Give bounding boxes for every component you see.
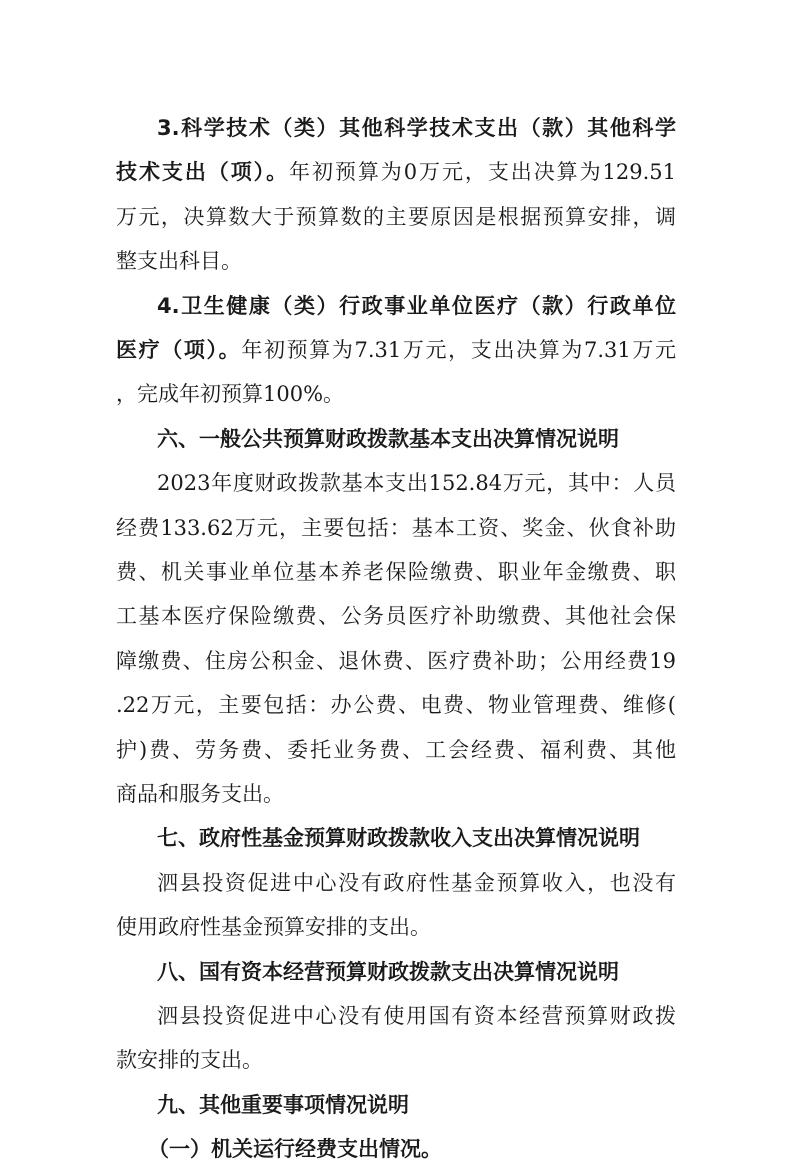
sec7-line2: 使用政府性基金预算安排的支出。 [116,915,431,940]
sec6-line6: .22万元，主要包括：办公费、电费、物业管理费、维修( [116,693,676,718]
sec3-line4: 整支出科目。 [116,249,242,274]
sec3-line3: 万元，决算数大于预算数的主要原因是根据预算安排，调 [116,204,676,229]
sec4-title-line2: 医疗（项）。 [116,338,242,362]
sec3-title-line2: 技术支出（项）。 [116,160,290,185]
sec6-line8: 商品和服务支出。 [116,782,284,806]
sec6-line4: 工基本医疗保险缴费、公务员医疗补助缴费、其他社会保 [116,604,676,629]
sec6-line3: 费、机关事业单位基本养老保险缴费、职业年金缴费、职 [116,560,676,584]
sec3-line2 [116,157,676,187]
sec4-line2 [116,335,676,365]
sec9-sub1: （一）机关运行经费支出情况。 [148,1137,442,1162]
sec7-heading: 七、政府性基金预算财政拨款收入支出决算情况说明 [157,826,640,851]
sec8-line2: 款安排的支出。 [116,1048,263,1073]
sec4-line3: ，完成年初预算100%。 [116,382,345,407]
sec3-text-line2: 年初预算为0万元，支出决算为129.51 [289,160,676,185]
sec6-heading: 六、一般公共预算财政拨款基本支出决算情况说明 [157,426,619,451]
sec6-line1: 2023年度财政拨款基本支出152.84万元，其中：人员 [157,471,676,496]
sec8-heading: 八、国有资本经营预算财政拨款支出决算情况说明 [157,959,619,984]
sec4-title-line1: 4.卫生健康（类）行政事业单位医疗（款）行政单位 [157,293,676,318]
sec9-heading: 九、其他重要事项情况说明 [157,1092,409,1117]
sec6-line2: 经费133.62万元，主要包括：基本工资、奖金、伙食补助 [116,515,676,540]
sec4-text-line2: 年初预算为7.31万元，支出决算为7.31万元 [241,338,677,362]
sec8-line1: 泗县投资促进中心没有使用国有资本经营预算财政拨 [157,1004,676,1028]
sec6-line5: 障缴费、住房公积金、退休费、医疗费补助；公用经费19 [116,648,676,673]
sec6-line7: 护)费、劳务费、委托业务费、工会经费、福利费、其他 [116,737,676,762]
sec3-title-line1: 3.科学技术（类）其他科学技术支出（款）其他科学 [157,116,676,140]
sec7-line1: 泗县投资促进中心没有政府性基金预算收入，也没有 [157,870,676,895]
